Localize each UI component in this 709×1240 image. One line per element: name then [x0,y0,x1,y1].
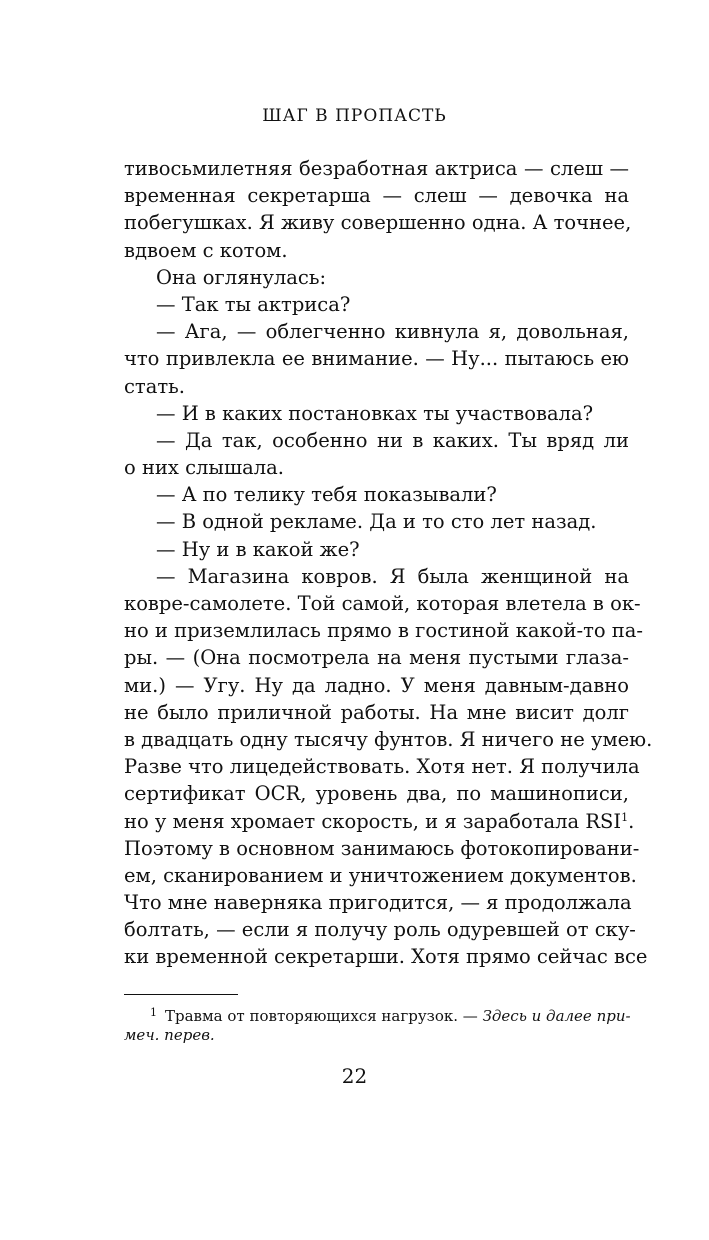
text-line: ковре-самолете. Той самой, которая влетела в ок- [124,592,641,615]
footnote-italic: меч. перев. [124,1026,215,1044]
text-line: в двадцать одну тысячу фунтов. Я ничего не умею. [124,727,653,751]
text-line: Поэтому в основном занимаюсь фотокопировани- [124,836,640,860]
page-number: 22 [341,1064,368,1088]
text-line-content: но у меня хромает скорость, и я заработала RSI [124,809,622,833]
text-line: не было приличной работы. На мне висит долг [124,700,629,724]
text-line-with-footnote: но у меня хромает скорость, и я заработала RSI$^1$. [124,809,635,833]
text-line: ем, сканированием и уничтожением документов. [124,863,637,887]
text-line: — Ну и в какой же? [156,537,360,561]
text-line: тивосьмилетняя безработная актриса — слеш — [124,157,629,180]
text-line: Что мне наверняка пригодится, — я продолжала [124,891,632,915]
footnote-text: Травма от повторяющихся нагрузок. — [165,1007,483,1025]
footnote-line [124,1002,629,1024]
text-line: — Магазина ковров. Я была женщиной на [156,564,629,588]
body-text [124,155,653,971]
footnote-reference[interactable]: 1 [621,810,629,824]
text-line: болтать, — если я получу роль одуревшей от ску- [124,918,636,942]
text-line: — И в каких постановках ты участвовала? [156,401,594,425]
footnote-marker: 1 [150,1006,157,1019]
text-line: — Да так, особенно ни в каких. Ты вряд ли [156,428,629,452]
text-line: о них слышала. [124,456,284,480]
footnote-italic: Здесь и далее при- [482,1007,631,1025]
text-line: — Ага, — облегченно кивнула я, довольная, [156,320,629,344]
text-line: вдвоем с котом. [124,238,288,262]
text-line: Она оглянулась: [156,265,327,289]
text-line: ры. — (Она посмотрела на меня пустыми глаза- [124,646,629,670]
footnote [124,1002,629,1046]
footnote-line [124,1024,629,1046]
running-head: ШАГ В ПРОПАСТЬ [262,106,447,126]
text-line: ми.) — Угу. Ну да ладно. У меня давным-давно [124,673,629,697]
text-line: — В одной рекламе. Да и то сто лет назад. [156,510,597,534]
text-line: — Так ты актриса? [156,292,351,316]
text-line: побегушках. Я живу совершенно одна. А точнее, [124,211,632,235]
text-line: но и приземлилась прямо в гостиной какой-то па- [124,619,644,643]
footnote-divider [124,994,238,995]
text-line: — А по телику тебя показывали? [156,483,497,507]
text-line: сертификат OCR, уровень два, по машинописи, [124,782,629,806]
text-line: стать. [124,374,185,398]
text-line: Разве что лицедействовать. Хотя нет. Я получила [124,755,640,779]
text-line: ки временной секретарши. Хотя прямо сейчас все [124,945,648,969]
text-line: что привлекла ее внимание. — Ну... пытаюсь ею [124,347,629,371]
text-line: временная секретарша — слеш — девочка на [124,184,629,208]
